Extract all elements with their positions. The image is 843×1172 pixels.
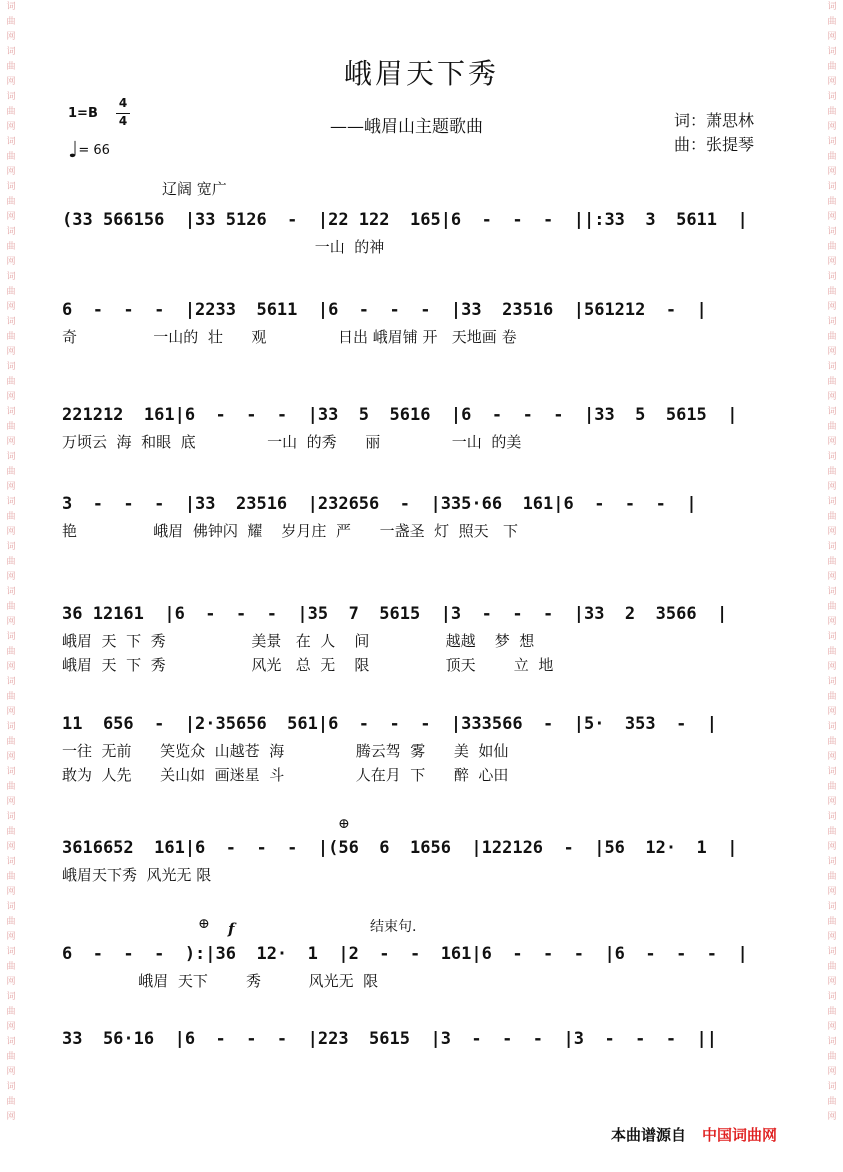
key-signature: 1=B bbox=[68, 106, 98, 121]
footer-site: 中国词曲网 bbox=[702, 1126, 778, 1144]
lyric-line: 一往 无前 笑览众 山越苍 海 腾云驾 雾 美 如仙 bbox=[62, 742, 509, 760]
score-row bbox=[62, 944, 782, 1004]
lyric-line: 一山 的神 bbox=[62, 238, 385, 256]
coda-sign-icon: ⊕ bbox=[198, 916, 210, 932]
time-signature-bottom: 4 bbox=[118, 114, 128, 128]
notation-line: (33 566156 |33 5126 - |22 122 165|6 - - - ||:33 3 5611 | bbox=[62, 210, 748, 230]
notation-line: 36 12161 |6 - - - |35 7 5615 |3 - - - |33 2 3566 | bbox=[62, 604, 728, 624]
tempo-value: = 66 bbox=[78, 143, 110, 158]
score-row bbox=[62, 1029, 782, 1089]
watermark-left: 词 曲 网 词 曲 网 词 曲 网 词 曲 网 词 曲 网 词 曲 网 词 曲 网 词 曲 网 词 曲 网 词 曲 网 词 曲 网 词 曲 网 词 曲 网 词 曲 网 词 曲 网 词 曲 网 词 曲 网 词 曲 网 词 曲 网 词 曲 网 词 曲 网 词 曲 网 词 曲 网 词 曲 网 词 曲 网 bbox=[6, 2, 16, 1122]
notation-line: 33 56·16 |6 - - - |223 5615 |3 - - - |3 - - - || bbox=[62, 1029, 718, 1049]
song-subtitle: ——峨眉山主题歌曲 bbox=[330, 117, 483, 137]
time-signature-top: 4 bbox=[118, 96, 128, 110]
notation-line: 3616652 161|6 - - - |(56 6 1656 |122126 - |56 12· 1 | bbox=[62, 838, 738, 858]
lyric-line: 峨眉 天下 秀 风光无 限 bbox=[62, 972, 379, 990]
coda-sign-icon: ⊕ bbox=[338, 816, 350, 832]
tempo-marking bbox=[68, 138, 110, 163]
lyric-line: 敢为 人先 关山如 画迷星 斗 人在月 下 醉 心田 bbox=[62, 766, 509, 784]
score-row bbox=[62, 405, 782, 465]
watermark-right: 词 曲 网 词 曲 网 词 曲 网 词 曲 网 词 曲 网 词 曲 网 词 曲 网 词 曲 网 词 曲 网 词 曲 网 词 曲 网 词 曲 网 词 曲 网 词 曲 网 词 曲 网 词 曲 网 词 曲 网 词 曲 网 词 曲 网 词 曲 网 词 曲 网 词 曲 网 词 曲 网 词 曲 网 词 曲 网 bbox=[827, 2, 837, 1122]
notation-line: 3 - - - |33 23516 |232656 - |335·66 161|6 - - - | bbox=[62, 494, 697, 514]
lyric-line: 峨眉天下秀 风光无 限 bbox=[62, 866, 212, 884]
score-row bbox=[62, 604, 782, 674]
score-row bbox=[62, 714, 782, 784]
lyricist: 词：萧思林 bbox=[674, 111, 755, 130]
footer-label: 本曲谱源自 bbox=[611, 1126, 687, 1144]
lyric-line: 万顷云 海 和眼 底 一山 的秀 丽 一山 的美 bbox=[62, 433, 522, 451]
composer: 曲：张提琴 bbox=[674, 135, 755, 154]
notation-line: 6 - - - ):|36 12· 1 |2 - - 161|6 - - - |6 - - - | bbox=[62, 944, 748, 964]
score-row bbox=[62, 210, 782, 270]
lyric-line: 峨眉 天 下 秀 风光 总 无 限 顶天 立 地 bbox=[62, 656, 554, 674]
notation-line: 221212 161|6 - - - |33 5 5616 |6 - - - |33 5 5615 | bbox=[62, 405, 738, 425]
lyric-line: 艳 峨眉 佛钟闪 耀 岁月庄 严 一盏圣 灯 照天 下 bbox=[62, 522, 518, 540]
intro-expression: 辽阔 宽广 bbox=[162, 180, 227, 198]
score-row bbox=[62, 838, 782, 898]
song-title: 峨眉天下秀 bbox=[343, 57, 499, 90]
score-row bbox=[62, 494, 782, 554]
notation-line: 11 656 - |2·35656 561|6 - - - |333566 - |5· 353 - | bbox=[62, 714, 718, 734]
ending-annotation: 结束句. bbox=[370, 919, 417, 935]
score-row bbox=[62, 300, 782, 360]
lyric-line: 奇 一山的 壮 观 日出 峨眉铺 开 天地画 卷 bbox=[62, 328, 517, 346]
lyric-line: 峨眉 天 下 秀 美景 在 人 间 越越 梦 想 bbox=[62, 632, 535, 650]
dynamic-marking: f bbox=[228, 920, 235, 938]
notation-line: 6 - - - |2233 5611 |6 - - - |33 23516 |561212 - | bbox=[62, 300, 707, 320]
source-footer bbox=[611, 1124, 777, 1145]
quarter-note-icon: ♩ bbox=[68, 138, 79, 163]
